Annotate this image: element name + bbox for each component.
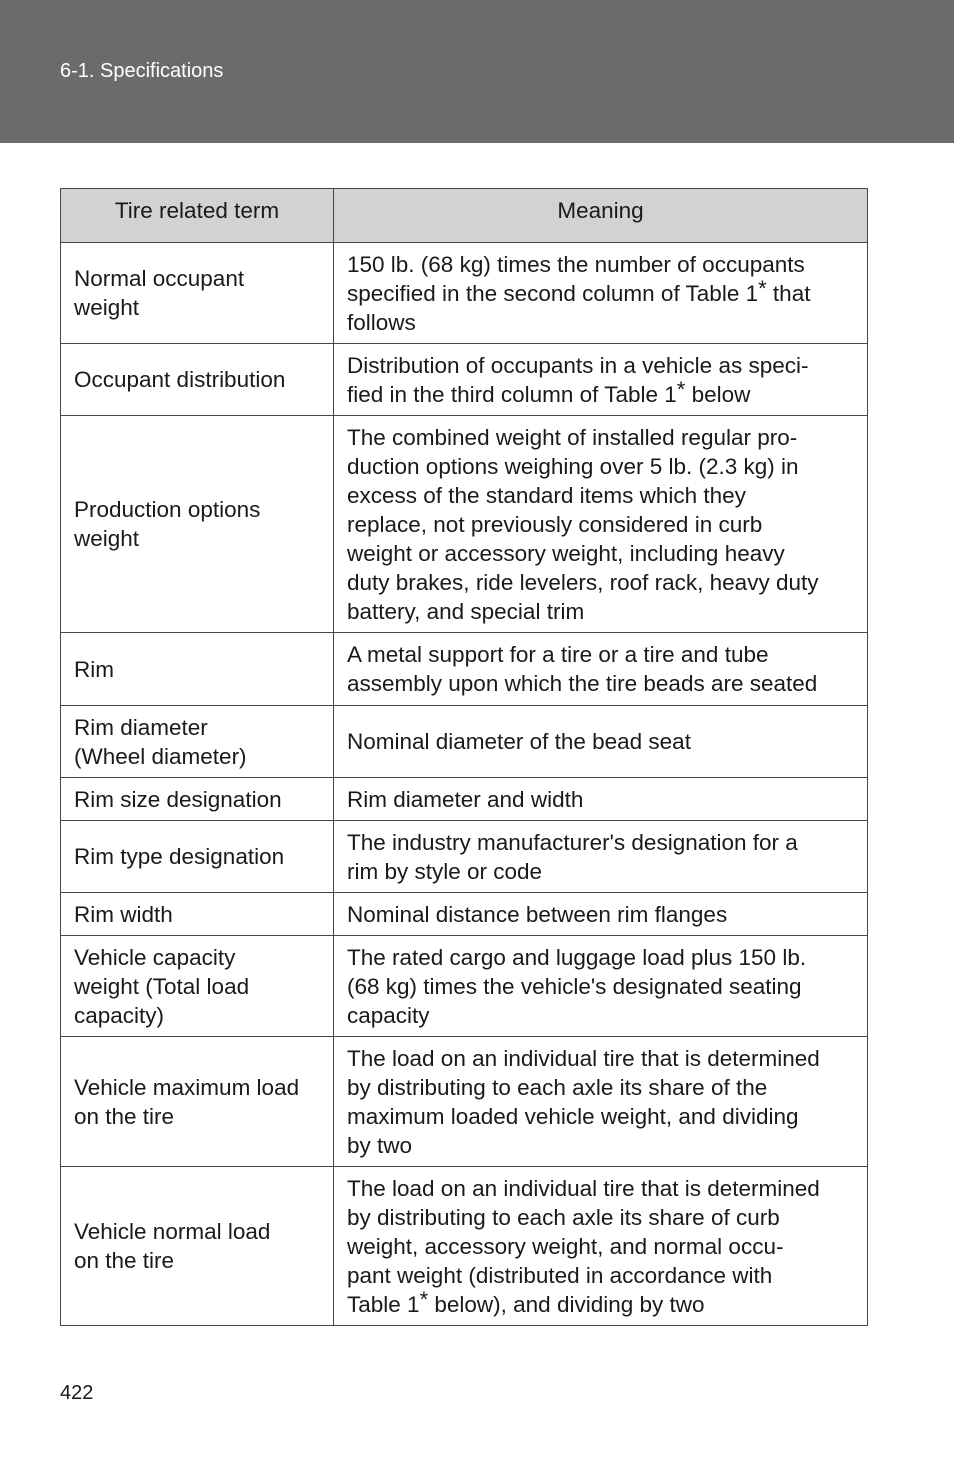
term-cell (61, 344, 334, 416)
table-row (61, 1037, 868, 1167)
tire-terms-table (60, 188, 868, 1326)
meaning-text-part: below), and dividing by two (428, 1291, 705, 1317)
term-cell (61, 936, 334, 1037)
meaning-cell (334, 936, 868, 1037)
meaning-text (347, 351, 857, 409)
table-row (61, 893, 868, 936)
term-text: Vehicle capacity weight (Total load capacity) (74, 944, 250, 1028)
term-text: Rim size designation (74, 786, 282, 812)
term-text: Vehicle normal load on the tire (74, 1219, 271, 1273)
table-row (61, 1167, 868, 1326)
term-cell (61, 893, 334, 936)
table-header-row (61, 189, 868, 243)
term-text: Normal occupant weight (74, 266, 245, 320)
footnote-marker: * (676, 376, 686, 402)
meaning-text-part: The load on an individual tire that is determined by distributing to each axle its share of curb weight, accessory weight, and normal occu- pant weight (distributed in accordance with Table 1 (347, 1175, 820, 1317)
term-cell (61, 416, 334, 633)
meaning-text (347, 727, 857, 756)
table-row (61, 344, 868, 416)
meaning-cell (334, 243, 868, 344)
meaning-cell (334, 778, 868, 821)
meaning-text-part: A metal support for a tire or a tire and tube assembly upon which the tire beads are seated (347, 642, 818, 696)
table-row (61, 416, 868, 633)
term-text: Rim width (74, 901, 173, 927)
meaning-text-part: Distribution of occupants in a vehicle as speci- fied in the third column of Table 1 (347, 352, 809, 407)
meaning-text (347, 250, 857, 337)
term-cell (61, 1037, 334, 1167)
term-cell (61, 1167, 334, 1326)
meaning-text-part: that follows (347, 280, 811, 335)
meaning-text-part: The industry manufacturer's designation for a rim by style or code (347, 829, 798, 884)
term-text: Rim type designation (74, 844, 285, 869)
meaning-cell (334, 1167, 868, 1326)
table-row (61, 778, 868, 821)
meaning-cell (334, 821, 868, 893)
meaning-cell (334, 706, 868, 778)
footnote-marker: * (419, 1286, 429, 1312)
section-title: 6-1. Specifications (60, 60, 224, 82)
meaning-text (347, 1044, 857, 1160)
term-text: Rim (74, 656, 114, 682)
meaning-cell (334, 893, 868, 936)
meaning-text (347, 943, 857, 1030)
table-row (61, 821, 868, 893)
header-band (0, 0, 954, 143)
table-row (61, 633, 868, 706)
meaning-cell (334, 416, 868, 633)
term-cell (61, 633, 334, 706)
meaning-text (347, 900, 857, 929)
meaning-text-part: The load on an individual tire that is determined by distributing to each axle its share of the maximum loaded vehicle weight, and dividing by two (347, 1045, 820, 1158)
term-cell (61, 821, 334, 893)
term-text: Vehicle maximum load on the tire (74, 1074, 300, 1129)
meaning-text (347, 785, 857, 814)
meaning-text-part: 150 lb. (68 kg) times the number of occupants specified in the second column of Table 1 (347, 251, 805, 306)
table-row (61, 243, 868, 344)
meaning-text-part: Nominal distance between rim flanges (347, 901, 728, 927)
meaning-cell (334, 344, 868, 416)
term-cell (61, 778, 334, 821)
footnote-marker: * (758, 275, 767, 301)
meaning-text-part: The rated cargo and luggage load plus 150 lb. (68 kg) times the vehicle's designated seating capacity (347, 944, 807, 1028)
page-number: 422 (60, 1382, 94, 1404)
meaning-text (347, 640, 857, 698)
meaning-text-part: below (685, 381, 751, 407)
term-text: Production options weight (74, 497, 261, 551)
term-cell (61, 706, 334, 778)
meaning-text (347, 828, 857, 886)
meaning-text (347, 1174, 857, 1319)
term-cell (61, 243, 334, 344)
term-text: Occupant distribution (74, 367, 286, 392)
meaning-cell (334, 633, 868, 706)
table-row (61, 936, 868, 1037)
column-header-term: Tire related term (61, 189, 334, 243)
meaning-text (347, 423, 857, 626)
meaning-text-part: Rim diameter and width (347, 786, 584, 812)
column-header-meaning: Meaning (334, 189, 868, 243)
meaning-text-part: Nominal diameter of the bead seat (347, 729, 691, 754)
meaning-text-part: The combined weight of installed regular pro- duction options weighing over 5 lb. (2.3 kg) in excess of the standard items which they replace, not previously considered in curb weight or accessory weight, including heavy duty brakes, ride levelers, roof rack, heavy duty battery, and special trim (347, 424, 819, 624)
table-row (61, 706, 868, 778)
term-text: Rim diameter (Wheel diameter) (74, 714, 247, 769)
meaning-cell (334, 1037, 868, 1167)
